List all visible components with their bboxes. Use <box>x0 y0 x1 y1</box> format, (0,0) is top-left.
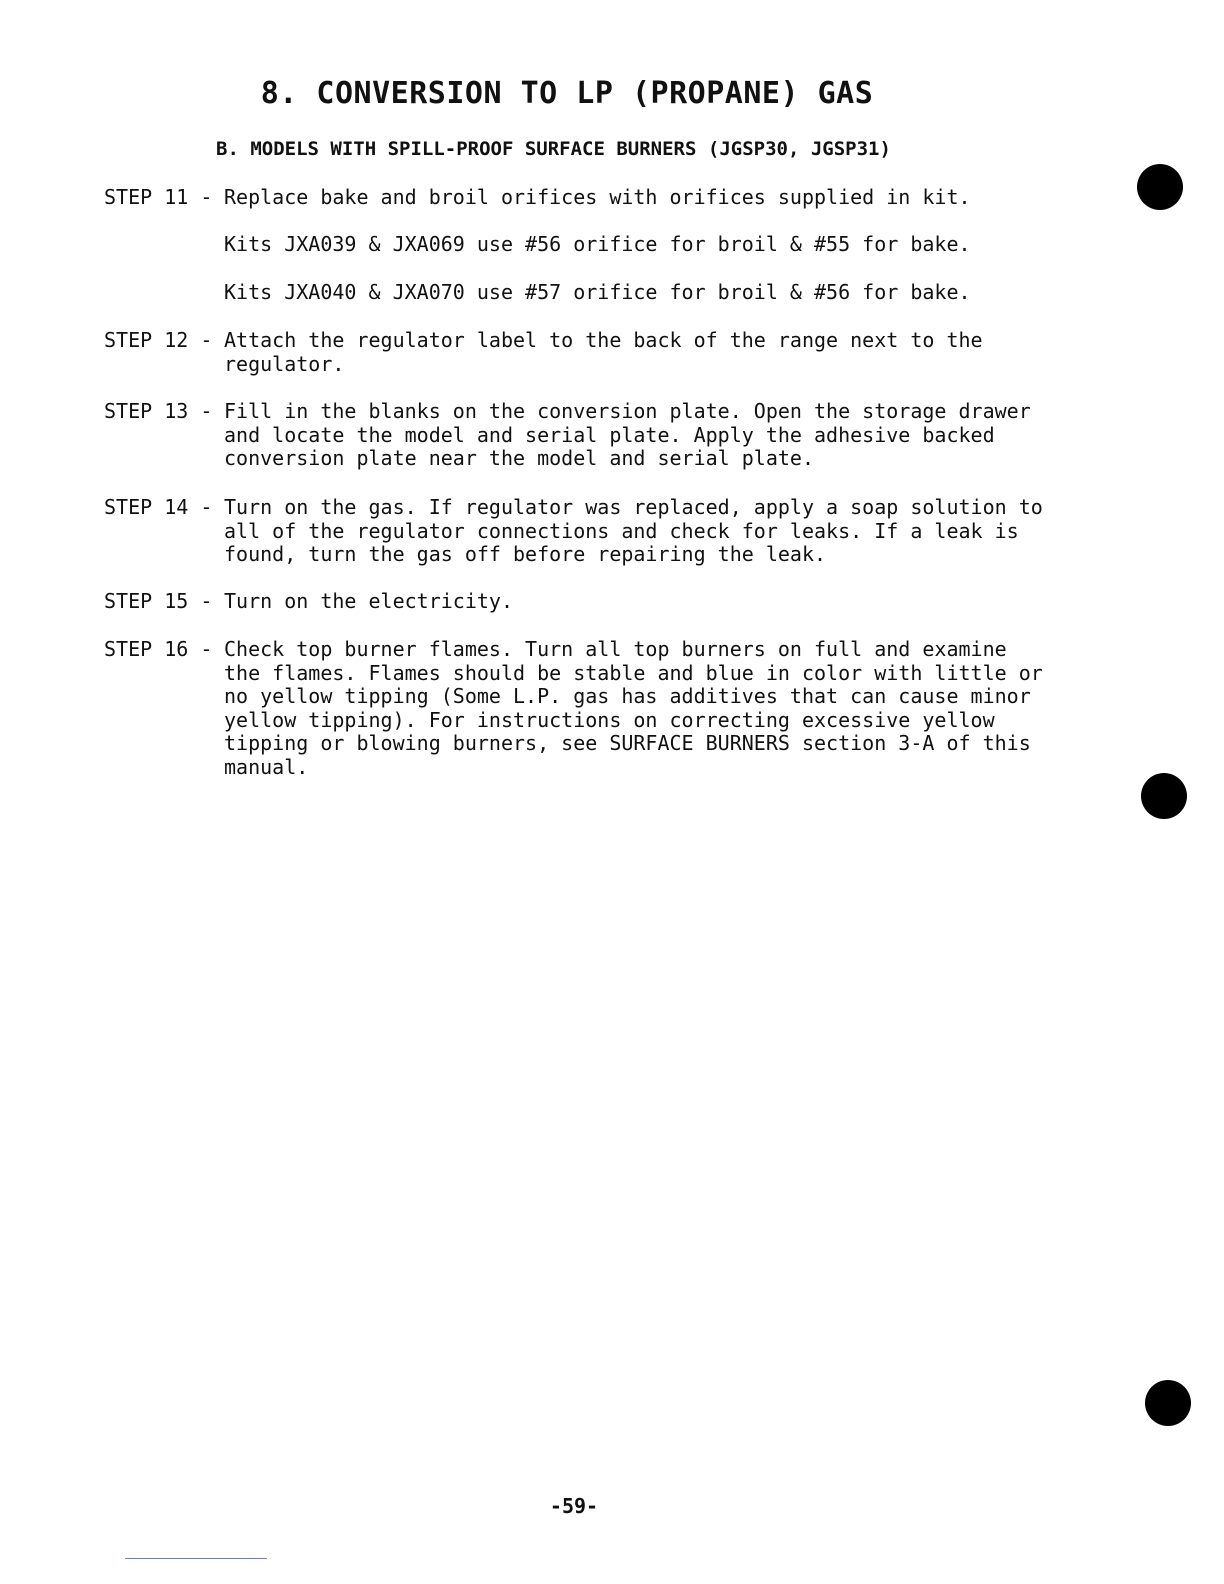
step-text: Turn on the gas. If regulator was replaced, apply a soap solution to all of the regulator connections and check for leaks. If a leak is found, turn the gas off before repairing the leak. <box>224 495 1043 566</box>
step-label: STEP 15 - <box>104 589 225 613</box>
step-text: Attach the regulator label to the back of the range next to the regulator. <box>224 328 983 376</box>
step-text: Turn on the electricity. <box>224 589 513 613</box>
step-text: Check top burner flames. Turn all top burners on full and examine the flames. Flames should be stable and blue in color with little or no yellow tipping (Some L.P. gas has additives that can cause minor yellow tipping). For instructions on correcting excessive yellow tipping or blowing burners, see SURFACE BURNERS section 3-A of this manual. <box>224 637 1043 779</box>
punch-hole-icon <box>1141 773 1187 819</box>
page-title: 8. CONVERSION TO LP (PROPANE) GAS <box>260 76 874 111</box>
step-label: STEP 13 - <box>104 399 225 423</box>
step-label: STEP 12 - <box>104 328 225 352</box>
step-label: STEP 16 - <box>104 637 225 661</box>
punch-hole-icon <box>1145 1380 1191 1426</box>
step-text: Fill in the blanks on the conversion plate. Open the storage drawer and locate the model and serial plate. Apply the adhesive backed conversion plate near the model and serial plate. <box>224 399 1031 470</box>
section-subtitle: B. MODELS WITH SPILL-PROOF SURFACE BURNERS (JGSP30, JGSP31) <box>216 138 891 160</box>
step-11 <box>104 186 1044 210</box>
step-14 <box>104 496 1044 567</box>
step-label: STEP 11 - <box>104 185 225 209</box>
step-text: Replace bake and broil orifices with orifices supplied in kit. <box>224 185 971 209</box>
step-15 <box>104 590 1044 614</box>
footer-divider <box>125 1558 267 1559</box>
kit-note-2: Kits JXA040 & JXA070 use #57 orifice for broil & #56 for bake. <box>224 280 971 304</box>
step-label: STEP 14 - <box>104 495 225 519</box>
step-16 <box>104 638 1044 779</box>
kit-note-1: Kits JXA039 & JXA069 use #56 orifice for broil & #55 for bake. <box>224 232 971 256</box>
page-number: -59- <box>549 1494 599 1518</box>
step-12 <box>104 329 1044 376</box>
punch-hole-icon <box>1137 164 1183 210</box>
step-13 <box>104 400 1044 471</box>
